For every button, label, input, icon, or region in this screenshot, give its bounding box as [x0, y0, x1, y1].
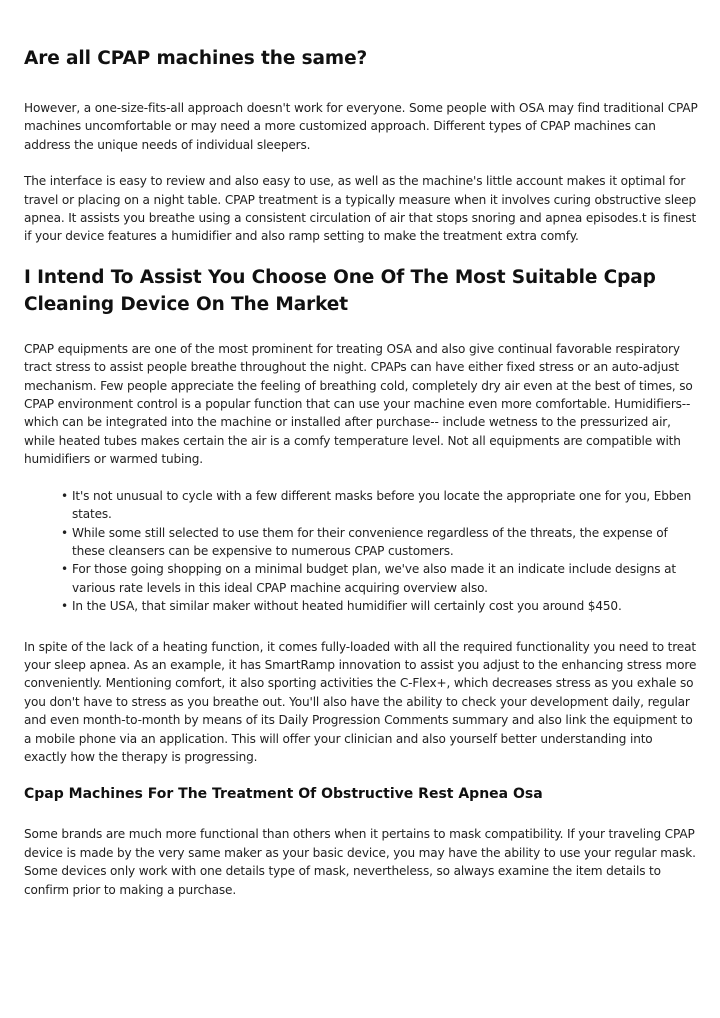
bullet-icon: •: [61, 562, 68, 577]
list-item: [61, 487, 698, 524]
list-item: [61, 597, 698, 615]
paragraph-interface: The interface is easy to review and also easy to use, as well as the machine's little account makes it optimal for travel or placing on a night table. CPAP treatment is a typically measure when it involves curing obstructive sleep apnea. It assists you breathe using a consistent circulation of air that stops snoring and apnea episodes.t is finest if your device features a humidifier and also ramp setting to make the treatment extra comfy.: [24, 174, 697, 244]
paragraph-mask-compatibility: Some brands are much more functional than others when it pertains to mask compatibility. If your traveling CPAP device is made by the very same maker as your basic device, you may have the ability to use your regular mask. Some devices only work with one details type of mask, nevertheless, so always examine the item details to confirm prior to making a purchase.: [24, 827, 696, 897]
bullet-list: [24, 487, 698, 616]
bullet-icon: •: [61, 488, 68, 503]
section-heading-cpap-same: Are all CPAP machines the same?: [24, 48, 368, 69]
list-item: [61, 524, 698, 561]
list-item-text: While some still selected to use them for their convenience regardless of the threats, the expense of these cleansers can be expensive to numerous CPAP customers.: [72, 525, 668, 558]
list-item: [61, 560, 698, 597]
bullet-icon: •: [61, 525, 68, 540]
paragraph-heating-function: In spite of the lack of a heating function, it comes fully-loaded with all the required functionality you need to treat your sleep apnea. As an example, it has SmartRamp innovation to assist you adjust to the enhancing stress more conveniently. Mentioning comfort, it also sporting activities the C-Flex+, which decreases stress as you exhale so you don't have to stress as you breathe out. You'll also have the ability to check your development daily, regular and even month-to-month by means of its Daily Progression Comments summary and also link the equipment to a mobile phone via an application. This will offer your clinician and also yourself better understanding into exactly how the therapy is progressing.: [24, 639, 697, 764]
list-item-text: For those going shopping on a minimal budget plan, we've also made it an indicate include designs at various rate levels in this ideal CPAP machine acquiring overview also.: [72, 562, 676, 595]
list-item-text: In the USA, that similar maker without heated humidifier will certainly cost you around $450.: [72, 599, 622, 614]
section-heading-cleaning-device: I Intend To Assist You Choose One Of The Most Suitable Cpap Cleaning Device On The Market: [24, 266, 656, 315]
paragraph-one-size: However, a one-size-fits-all approach doesn't work for everyone. Some people with OSA may find traditional CPAP machines uncomfortable or may need a more customized approach. Different types of CPAP machines can address the unique needs of individual sleepers.: [24, 101, 698, 152]
section-heading-treatment-osa: Cpap Machines For The Treatment Of Obstructive Rest Apnea Osa: [24, 786, 543, 803]
paragraph-cpap-equipments: CPAP equipments are one of the most prominent for treating OSA and also give continual favorable respiratory tract stress to assist people breathe throughout the night. CPAPs can have either fixed stress or an auto-adjust mechanism. Few people appreciate the feeling of breathing cold, completely dry air even at the best of times, so CPAP environment control is a popular function that can use your machine even more comfortable. Humidifiers-- which can be integrated into the machine or installed after purchase-- include wetness to the pressurized air, while heated tubes makes certain the air is a comfy temperature level. Not all equipments are compatible with humidifiers or warmed tubing.: [24, 341, 693, 467]
list-item-text: It's not unusual to cycle with a few different masks before you locate the appropriate one for you, Ebben states.: [72, 488, 692, 522]
bullet-icon: •: [61, 599, 68, 614]
